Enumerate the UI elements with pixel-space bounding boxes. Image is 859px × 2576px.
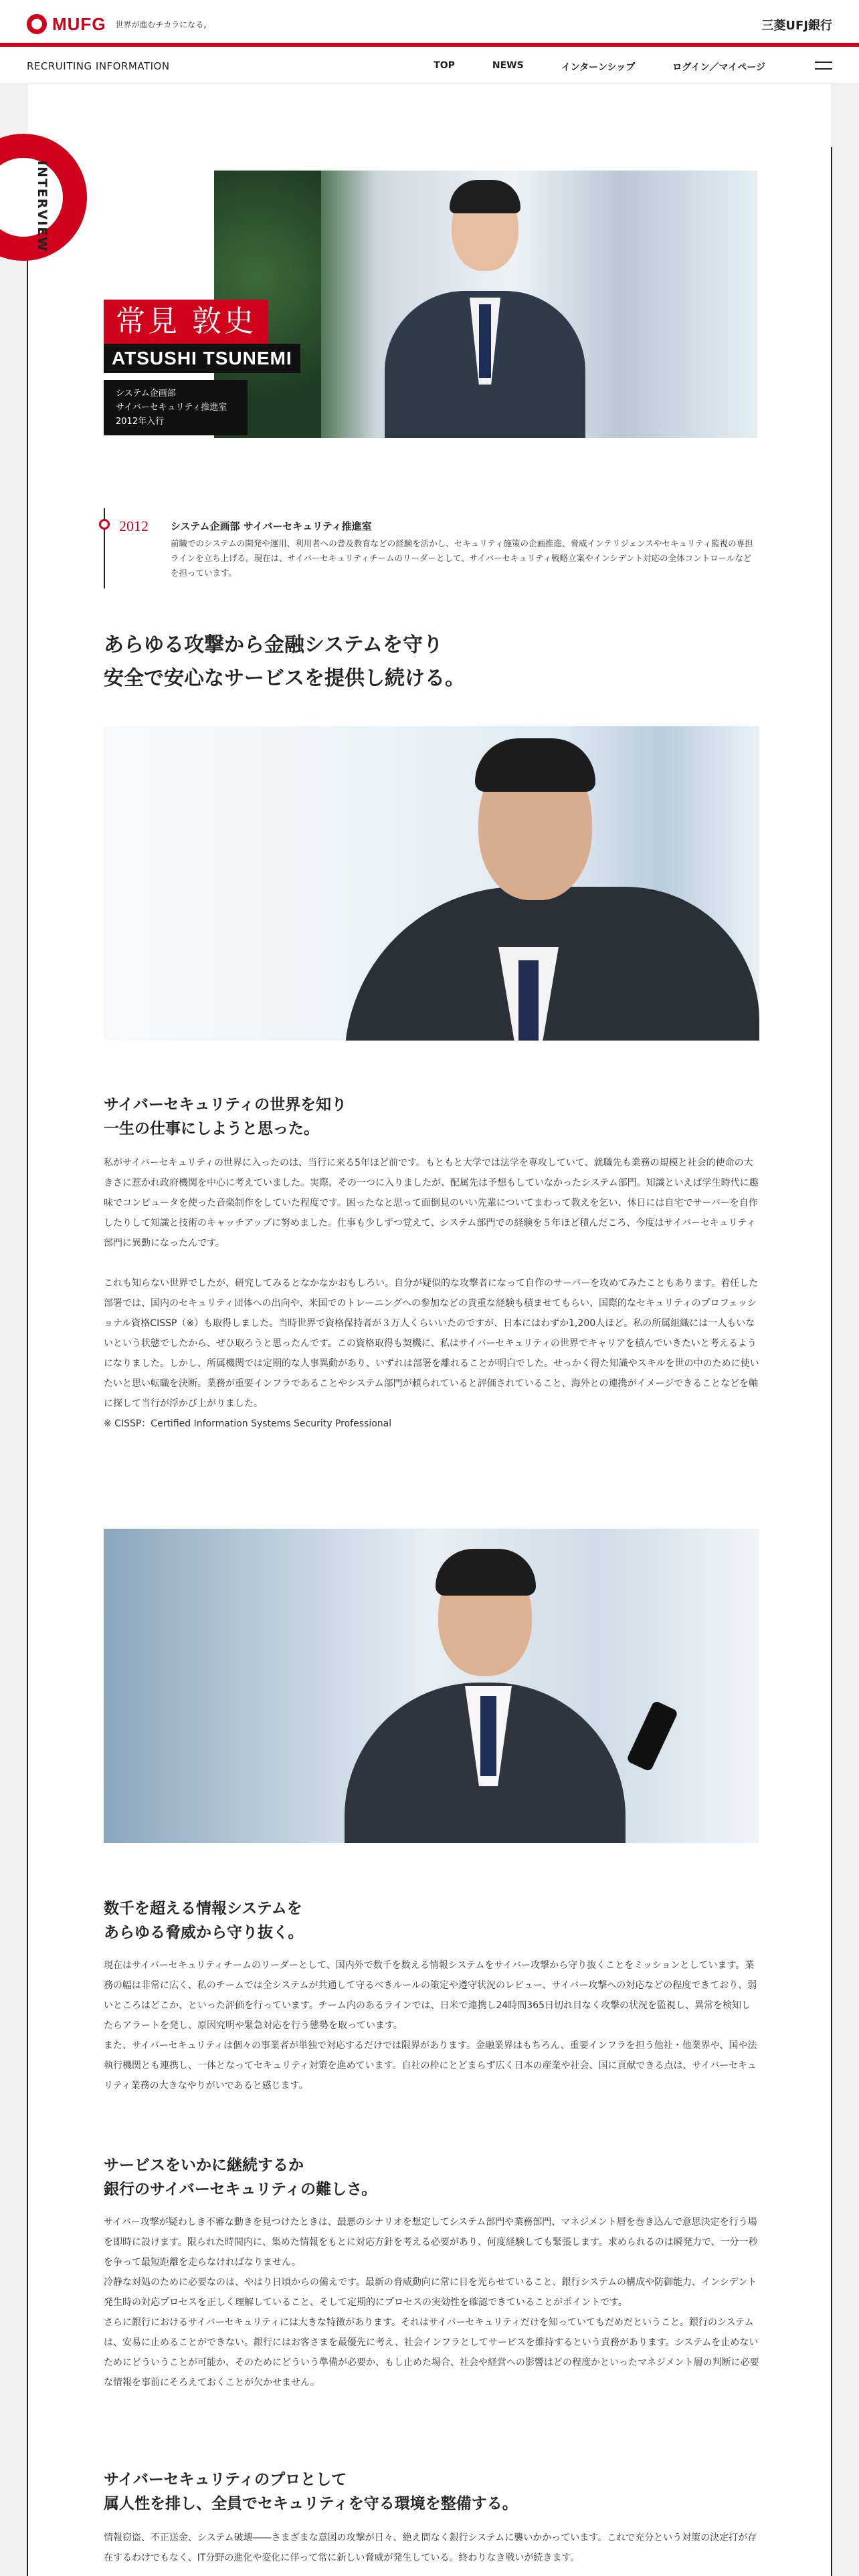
logo-text: MUFG xyxy=(52,13,106,34)
main-headline xyxy=(104,629,759,695)
mufg-logo-icon xyxy=(27,14,47,34)
section-1-body xyxy=(104,1153,759,1434)
section-4-title: サイバーセキュリティのプロとして 属人性を排し、全員でセキュリティを守る環境を整備する。 xyxy=(104,2471,518,2512)
mufg-logo[interactable] xyxy=(27,13,211,35)
interview-photo-1 xyxy=(104,726,759,1041)
nav-item-login[interactable]: ログイン／マイページ xyxy=(672,62,765,73)
nav-menu xyxy=(434,60,765,74)
section-1-paragraph: これも知らない世界でしたが、研究してみるとなかなかおもしろい。自分が疑似的な攻撃者になって自作のサーバーを攻めてみたこともあります。着任した部署では、国内のセキュリティ団体への出向や、米国でのトレーニングへの参加などの貴重な経験も積ませてもらい、国際的なセキュリティのプロフェッショナル資格CISSP（※）も取得しました。当時世界で資格保持者が３万人くらいいたのですが、日本にはわずか1,200人ほど。私の所属組織には一人もいないという状態でしたから、ぜひ取ろうと思ったんです。この資格取得も契機に、私はサイバーセキュリティの世界でキャリアを積んでいきたいと考えるようになりました。しかし、所属機関では定期的な人事異動があり、いずれは部署を離れることが明白でした。せっかく得た知識やスキルを世の中のために使いたいと思い転職を決断。業務が重要インフラであることやシステム部門が頼られていると評価されていること、海外との連携がイメージできることなどを軸に探して当行が浮かび上がりました。 xyxy=(104,1278,759,1409)
section-1-title: サイバーセキュリティの世界を知り 一生の仕事にしようと思った。 xyxy=(104,1096,347,1138)
section-2-paragraph: 現在はサイバーセキュリティチームのリーダーとして、国内外で数千を数える情報システムをサイバー攻撃から守り抜くことをミッションとしています。業務の幅は非常に広く、私のチームでは全システムが共通して守るべきルールの策定や遵守状況のレビュー、サイバー攻撃への対応などの程度できており、弱いところはどこか、といった評価を行っています。チーム内のあるラインでは、日米で連携し24時間365日切れ目なく攻撃の状況を監視し、異常を検知したらアラートを発し、原因究明や緊急対応を行う態勢を取っています。 xyxy=(104,1960,757,2031)
section-1-paragraph: 私がサイバーセキュリティの世界に入ったのは、当行に来る5年ほど前です。もともと大学では法学を専攻していて、就職先も業務の規模と社会的使命の大きさに惹かれ政府機関を中心に考えていました。実際、その一つに入りましたが、配属先は予想もしていなかったシステム部門。知識といえば学生時代に趣味でコンピュータを使った音楽制作をしていた程度です。困ったなと思って面倒見のいい先輩についてまわって教えを乞い、休日には自宅でサーバーを自作したりして知識と技術のキャッチアップに努めました。仕事も少しずつ覚えて、システム部門での経験を５年ほど積んだころ、今度はサイバーセキュリティ部門に異動になったんです。 xyxy=(104,1158,759,1249)
section-3-paragraph: さらに銀行におけるサイバーセキュリティには大きな特徴があります。それはサイバーセキュリティだけを知っていてもだめだということ。銀行のシステムは、安易に止めることができない。銀行にはお客さまを最優先に考え、社会インフラとしてサービスを維持するという責務があります。システムを止めないためにどういうことが可能か、そのためにどういう準備が必要か、もし止めた場合、社会や経営への影響はどの程度かといったマネジメント層の判断に必要な情報を事前にそろえておくことが欠かせません。 xyxy=(104,2317,759,2388)
nav-item-internship[interactable]: インターンシップ xyxy=(561,62,636,73)
section-4-body xyxy=(104,2528,759,2568)
smartphone-icon xyxy=(626,1700,679,1772)
section-3-paragraph: サイバー攻撃が疑わしき不審な動きを見つけたときは、最悪のシナリオを想定してシステム部門や業務部門、マネジメント層を巻き込んで意思決定を行う場を即時に設けます。限られた時間内に、集めた情報をもとに対応方針を考える必要があり、何度経験しても緊張します。求められるのは瞬発力で、一分一秒を争って最短距離を走らなければなりません。 xyxy=(104,2217,758,2268)
section-3-title: サービスをいかに継続するか 銀行のサイバーセキュリティの難しさ。 xyxy=(104,2157,377,2198)
profile-office: サイバーセキュリティ推進室 xyxy=(116,403,227,413)
bank-brand-link[interactable]: 三菱UFJ銀行 xyxy=(761,19,832,33)
frame-line-left xyxy=(27,147,28,2576)
profile-meta xyxy=(104,380,248,435)
name-english: ATSUSHI TSUNEMI xyxy=(104,344,300,373)
logo-tagline: 世界が進むチカラになる。 xyxy=(115,19,212,29)
interview-photo-2 xyxy=(104,1529,759,1843)
section-3-paragraph: 冷静な対処のために必要なのは、やはり日頃からの備えです。最新の脅威動向に常に目を光らせていること、銀行システムの構成や防御能力、インシデント発生時の対応プロセスを正しく理解していること、そして定期的にプロセスの実効性を確認できていることがポイントです。 xyxy=(104,2277,757,2308)
section-4-paragraph: 情報窃盗、不正送金、システム破壊――さまざまな意図の攻撃が日々、絶え間なく銀行システムに襲いかかっています。これで充分という対策の決定打が存在するわけでもなく、IT分野の進化や変化に伴って常に新しい脅威が発生している。終わりなき戦いが続きます。 xyxy=(104,2533,757,2563)
name-japanese: 常見 敦史 xyxy=(104,300,268,344)
section-2-title: 数千を超える情報システムを あらゆる脅威から守り抜く。 xyxy=(104,1900,304,1941)
menu-icon[interactable] xyxy=(815,62,832,71)
career-department: システム企画部 サイバーセキュリティ推進室 xyxy=(171,520,372,532)
hero-portrait-photo xyxy=(214,171,757,438)
career-description: 前職でのシステムの開発や運用、利用者への普及教育などの経験を活かし、セキュリティ施策の企画推進、脅威インテリジェンスやセキュリティ監視の専担ラインを立ち上げる。現在は、サイバーセキュリティチームのリーダーとして、サイバーセキュリティ戦略立案やインシデント対応の全体コントロールなどを担っています。 xyxy=(171,538,753,578)
career-year: 2012 xyxy=(119,518,149,534)
nav-site-title[interactable]: RECRUITING INFORMATION xyxy=(27,60,170,72)
headline-line-2: 安全で安心なサービスを提供し続ける。 xyxy=(104,667,465,690)
top-header xyxy=(0,0,859,47)
interview-badge-label: INTERVIEW xyxy=(35,160,50,253)
nav-item-top[interactable]: TOP xyxy=(434,60,455,71)
profile-department: システム企画部 xyxy=(116,389,176,399)
section-1-note: ※ CISSP：Certified Information Systems Security Professional xyxy=(104,1418,392,1429)
headline-line-1: あらゆる攻撃から金融システムを守り xyxy=(104,633,443,657)
profile-join-year: 2012年入行 xyxy=(116,417,165,427)
section-2-paragraph: また、サイバーセキュリティは個々の事業者が単独で対応するだけでは限界があります。金融業界はもちろん、重要インフラを担う他社・他業界や、国や法執行機関とも連携し、一体となってセキュリティ対策を進めています。自社の枠にとどまらず広く日本の産業や社会、国に貢献できる点は、サイバーセキュリティ業務の大きなやりがいであると感じます。 xyxy=(104,2040,757,2091)
section-2-body xyxy=(104,1955,759,2116)
frame-line-right xyxy=(831,147,832,2576)
career-timeline-dot xyxy=(99,519,110,530)
global-nav xyxy=(0,47,859,84)
section-3-body xyxy=(104,2212,759,2393)
nav-item-news[interactable]: NEWS xyxy=(492,60,524,71)
